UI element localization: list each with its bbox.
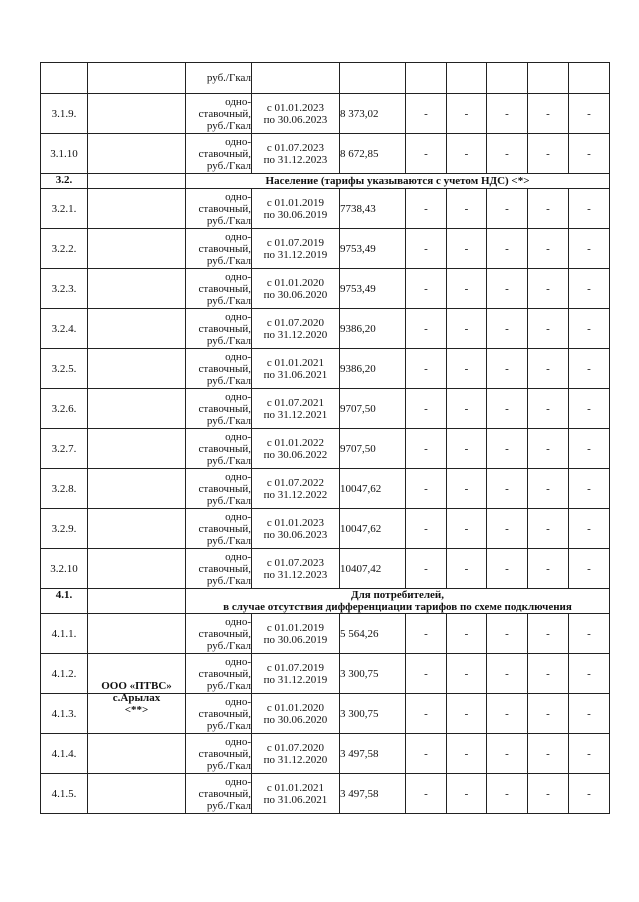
dash-cell: - xyxy=(487,229,528,269)
dash-cell: - xyxy=(569,189,610,229)
tariff-value: 9707,50 xyxy=(340,389,406,429)
dash-cell: - xyxy=(528,229,569,269)
tariff-value: 9707,50 xyxy=(340,429,406,469)
tariff-unit: одно- ставочный, руб./Гкал xyxy=(186,349,252,389)
dash-cell: - xyxy=(447,734,487,774)
period-to: по 31.12.2020 xyxy=(263,328,328,341)
dash-cell: - xyxy=(447,134,487,174)
dash-cell: - xyxy=(406,469,447,509)
row-number: 4.1.5. xyxy=(41,774,88,814)
org-cell xyxy=(88,734,186,774)
dash-cell: - xyxy=(487,269,528,309)
period-from: с 01.07.2019 xyxy=(266,236,325,249)
period-to: по 30.06.2023 xyxy=(263,528,328,541)
dash-cell: - xyxy=(569,734,610,774)
tariff-unit: одно- ставочный, руб./Гкал xyxy=(186,614,252,654)
dash-cell: - xyxy=(569,134,610,174)
tariff-unit: одно- ставочный, руб./Гкал xyxy=(186,229,252,269)
dash-cell: - xyxy=(569,774,610,814)
tariff-table xyxy=(40,62,610,814)
dash-cell: - xyxy=(487,429,528,469)
dash-cell: - xyxy=(487,654,528,694)
dash-cell: - xyxy=(406,134,447,174)
dash-cell: - xyxy=(447,389,487,429)
tariff-table-body xyxy=(41,63,610,814)
tariff-value: 9753,49 xyxy=(340,229,406,269)
section-row xyxy=(41,174,610,189)
org-note: <**> xyxy=(124,704,149,716)
period xyxy=(252,189,340,229)
org-cell xyxy=(88,174,186,189)
row-number: 3.1.10 xyxy=(41,134,88,174)
empty-cell xyxy=(569,63,610,94)
org-cell xyxy=(88,349,186,389)
period-from: с 01.01.2020 xyxy=(266,701,325,714)
period-to: по 30.06.2023 xyxy=(263,113,328,126)
tariff-value: 7738,43 xyxy=(340,189,406,229)
org-cell xyxy=(88,680,186,720)
row-number: 4.1.2. xyxy=(41,654,88,694)
org-cell xyxy=(88,229,186,269)
tariff-unit: одно- ставочный, руб./Гкал xyxy=(186,94,252,134)
period-to: по 31.12.2020 xyxy=(263,753,328,766)
dash-cell: - xyxy=(406,774,447,814)
dash-cell: - xyxy=(447,509,487,549)
row-number xyxy=(41,63,88,94)
table-row xyxy=(41,189,610,229)
period-from: с 01.07.2019 xyxy=(266,661,325,674)
period-to: по 30.06.2022 xyxy=(263,448,328,461)
period-to: по 31.12.2019 xyxy=(263,673,328,686)
section-title-line: Население (тарифы указываются с учетом НДС) <*> xyxy=(265,175,530,187)
table-row xyxy=(41,349,610,389)
dash-cell: - xyxy=(569,694,610,734)
dash-cell: - xyxy=(528,734,569,774)
org-cell xyxy=(88,309,186,349)
section-title xyxy=(186,589,610,614)
table-row xyxy=(41,549,610,589)
dash-cell: - xyxy=(406,389,447,429)
org-cell xyxy=(88,469,186,509)
dash-cell: - xyxy=(447,694,487,734)
period xyxy=(252,654,340,694)
row-number: 4.1.3. xyxy=(41,694,88,734)
row-number: 3.2.6. xyxy=(41,389,88,429)
dash-cell: - xyxy=(406,189,447,229)
dash-cell: - xyxy=(447,614,487,654)
org-cell xyxy=(88,269,186,309)
empty-cell xyxy=(528,63,569,94)
period-to: по 31.12.2019 xyxy=(263,248,328,261)
period-from: с 01.01.2019 xyxy=(266,621,325,634)
tariff-unit: одно- ставочный, руб./Гкал xyxy=(186,134,252,174)
dash-cell: - xyxy=(447,469,487,509)
period xyxy=(252,694,340,734)
section-title-line: в случае отсутствия дифференциации тарифов по схеме подключения xyxy=(223,601,572,613)
dash-cell: - xyxy=(487,734,528,774)
period xyxy=(252,134,340,174)
period-to: по 30.06.2020 xyxy=(263,288,328,301)
period-to: по 30.06.2020 xyxy=(263,713,328,726)
period xyxy=(252,429,340,469)
dash-cell: - xyxy=(528,94,569,134)
period-from: с 01.01.2019 xyxy=(266,196,325,209)
org-cell xyxy=(88,774,186,814)
org-cell xyxy=(88,94,186,134)
period-from: с 01.01.2021 xyxy=(266,781,325,794)
period xyxy=(252,509,340,549)
dash-cell: - xyxy=(569,429,610,469)
dash-cell: - xyxy=(569,389,610,429)
period-to: по 31.06.2021 xyxy=(263,793,328,806)
tariff-value: 8 672,85 xyxy=(340,134,406,174)
dash-cell: - xyxy=(569,469,610,509)
period xyxy=(252,469,340,509)
table-row xyxy=(41,469,610,509)
org-cell xyxy=(88,189,186,229)
table-row xyxy=(41,774,610,814)
period xyxy=(252,229,340,269)
table-row xyxy=(41,509,610,549)
table-row xyxy=(41,734,610,774)
period-from: с 01.01.2022 xyxy=(266,436,325,449)
dash-cell: - xyxy=(569,349,610,389)
dash-cell: - xyxy=(569,229,610,269)
org-cell xyxy=(88,614,186,654)
dash-cell: - xyxy=(487,774,528,814)
dash-cell: - xyxy=(487,509,528,549)
dash-cell: - xyxy=(569,269,610,309)
dash-cell: - xyxy=(528,614,569,654)
dash-cell: - xyxy=(447,429,487,469)
tariff-value xyxy=(340,63,406,94)
dash-cell: - xyxy=(447,774,487,814)
tariff-unit: одно- ставочный, руб./Гкал xyxy=(186,269,252,309)
org-place: с.Арылах xyxy=(112,692,161,704)
period-from: с 01.07.2023 xyxy=(266,556,325,569)
dash-cell: - xyxy=(406,694,447,734)
period xyxy=(252,63,340,94)
empty-cell xyxy=(487,63,528,94)
dash-cell: - xyxy=(406,94,447,134)
empty-cell xyxy=(406,63,447,94)
period-to: по 31.12.2023 xyxy=(263,153,328,166)
table-row xyxy=(41,134,610,174)
org-cell xyxy=(88,134,186,174)
tariff-unit: одно- ставочный, руб./Гкал xyxy=(186,509,252,549)
section-row xyxy=(41,589,610,614)
tariff-unit: одно- ставочный, руб./Гкал xyxy=(186,389,252,429)
period-from: с 01.07.2023 xyxy=(266,141,325,154)
tariff-unit: одно- ставочный, руб./Гкал xyxy=(186,309,252,349)
dash-cell: - xyxy=(487,549,528,589)
period-to: по 31.12.2021 xyxy=(263,408,328,421)
tariff-unit: одно- ставочный, руб./Гкал xyxy=(186,654,252,694)
org-cell xyxy=(88,63,186,94)
period-from: с 01.07.2020 xyxy=(266,741,325,754)
dash-cell: - xyxy=(447,549,487,589)
dash-cell: - xyxy=(487,309,528,349)
org-cell xyxy=(88,549,186,589)
period-to: по 31.12.2022 xyxy=(263,488,328,501)
dash-cell: - xyxy=(528,389,569,429)
tariff-value: 5 564,26 xyxy=(340,614,406,654)
org-cell xyxy=(88,429,186,469)
tariff-value: 10047,62 xyxy=(340,509,406,549)
period-to: по 30.06.2019 xyxy=(263,633,328,646)
dash-cell: - xyxy=(528,429,569,469)
dash-cell: - xyxy=(569,549,610,589)
dash-cell: - xyxy=(569,614,610,654)
org-name: ООО «ПТВС» xyxy=(101,680,172,692)
dash-cell: - xyxy=(406,509,447,549)
row-number: 3.2.1. xyxy=(41,189,88,229)
tariff-value: 8 373,02 xyxy=(340,94,406,134)
period-to: по 31.06.2021 xyxy=(263,368,328,381)
dash-cell: - xyxy=(447,349,487,389)
dash-cell: - xyxy=(447,94,487,134)
row-number: 3.2.10 xyxy=(41,549,88,589)
period-to: по 30.06.2019 xyxy=(263,208,328,221)
dash-cell: - xyxy=(487,349,528,389)
dash-cell: - xyxy=(569,509,610,549)
org-cell xyxy=(88,589,186,614)
row-number: 3.2.9. xyxy=(41,509,88,549)
period-from: с 01.07.2020 xyxy=(266,316,325,329)
dash-cell: - xyxy=(406,654,447,694)
dash-cell: - xyxy=(406,229,447,269)
dash-cell: - xyxy=(406,349,447,389)
tariff-unit: одно- ставочный, руб./Гкал xyxy=(186,734,252,774)
dash-cell: - xyxy=(569,94,610,134)
row-number: 4.1.4. xyxy=(41,734,88,774)
empty-cell xyxy=(447,63,487,94)
dash-cell: - xyxy=(528,509,569,549)
tariff-unit: одно- ставочный, руб./Гкал xyxy=(186,189,252,229)
dash-cell: - xyxy=(487,94,528,134)
tariff-value: 9386,20 xyxy=(340,309,406,349)
tariff-unit: одно- ставочный, руб./Гкал xyxy=(186,774,252,814)
dash-cell: - xyxy=(528,549,569,589)
table-row xyxy=(41,229,610,269)
table-row xyxy=(41,309,610,349)
row-number: 3.1.9. xyxy=(41,94,88,134)
dash-cell: - xyxy=(528,269,569,309)
dash-cell: - xyxy=(406,549,447,589)
period xyxy=(252,389,340,429)
row-number: 3.2.4. xyxy=(41,309,88,349)
row-number: 3.2.2. xyxy=(41,229,88,269)
dash-cell: - xyxy=(447,189,487,229)
dash-cell: - xyxy=(406,614,447,654)
table-row xyxy=(41,269,610,309)
period-from: с 01.01.2021 xyxy=(266,356,325,369)
dash-cell: - xyxy=(406,269,447,309)
dash-cell: - xyxy=(528,349,569,389)
dash-cell: - xyxy=(447,309,487,349)
tariff-value: 3 497,58 xyxy=(340,774,406,814)
period xyxy=(252,614,340,654)
tariff-value: 3 497,58 xyxy=(340,734,406,774)
period-to: по 31.12.2023 xyxy=(263,568,328,581)
period xyxy=(252,269,340,309)
row-number: 3.2.7. xyxy=(41,429,88,469)
table-row xyxy=(41,614,610,654)
dash-cell: - xyxy=(569,654,610,694)
tariff-value: 10047,62 xyxy=(340,469,406,509)
period xyxy=(252,349,340,389)
dash-cell: - xyxy=(487,694,528,734)
period-from: с 01.01.2020 xyxy=(266,276,325,289)
tariff-unit: руб./Гкал xyxy=(186,63,252,94)
row-number: 3.2. xyxy=(41,174,88,189)
period xyxy=(252,549,340,589)
period-from: с 01.07.2022 xyxy=(266,476,325,489)
row-number: 3.2.3. xyxy=(41,269,88,309)
dash-cell: - xyxy=(528,654,569,694)
dash-cell: - xyxy=(528,134,569,174)
tariff-value: 3 300,75 xyxy=(340,654,406,694)
row-number: 3.2.8. xyxy=(41,469,88,509)
table-row xyxy=(41,694,610,734)
dash-cell: - xyxy=(487,469,528,509)
dash-cell: - xyxy=(406,309,447,349)
dash-cell: - xyxy=(528,189,569,229)
dash-cell: - xyxy=(487,134,528,174)
section-title-line: Для потребителей, xyxy=(351,589,444,601)
table-row xyxy=(41,429,610,469)
tariff-value: 10407,42 xyxy=(340,549,406,589)
org-cell xyxy=(88,389,186,429)
period xyxy=(252,309,340,349)
period xyxy=(252,734,340,774)
dash-cell: - xyxy=(528,774,569,814)
dash-cell: - xyxy=(487,189,528,229)
org-cell xyxy=(88,509,186,549)
table-row xyxy=(41,63,610,94)
period xyxy=(252,94,340,134)
dash-cell: - xyxy=(528,694,569,734)
dash-cell: - xyxy=(447,654,487,694)
row-number: 4.1. xyxy=(41,589,88,614)
table-row xyxy=(41,389,610,429)
tariff-unit: одно- ставочный, руб./Гкал xyxy=(186,429,252,469)
dash-cell: - xyxy=(447,269,487,309)
table-row xyxy=(41,94,610,134)
dash-cell: - xyxy=(487,389,528,429)
dash-cell: - xyxy=(487,614,528,654)
period xyxy=(252,774,340,814)
period-from: с 01.01.2023 xyxy=(266,516,325,529)
period-from: с 01.01.2023 xyxy=(266,101,325,114)
tariff-unit: одно- ставочный, руб./Гкал xyxy=(186,549,252,589)
period-from: с 01.07.2021 xyxy=(266,396,325,409)
section-title xyxy=(186,174,610,189)
row-number: 4.1.1. xyxy=(41,614,88,654)
tariff-value: 9386,20 xyxy=(340,349,406,389)
dash-cell: - xyxy=(528,309,569,349)
dash-cell: - xyxy=(528,469,569,509)
tariff-unit: одно- ставочный, руб./Гкал xyxy=(186,694,252,734)
row-number: 3.2.5. xyxy=(41,349,88,389)
tariff-unit: одно- ставочный, руб./Гкал xyxy=(186,469,252,509)
tariff-value: 9753,49 xyxy=(340,269,406,309)
dash-cell: - xyxy=(406,734,447,774)
dash-cell: - xyxy=(406,429,447,469)
dash-cell: - xyxy=(447,229,487,269)
tariff-value: 3 300,75 xyxy=(340,694,406,734)
dash-cell: - xyxy=(569,309,610,349)
